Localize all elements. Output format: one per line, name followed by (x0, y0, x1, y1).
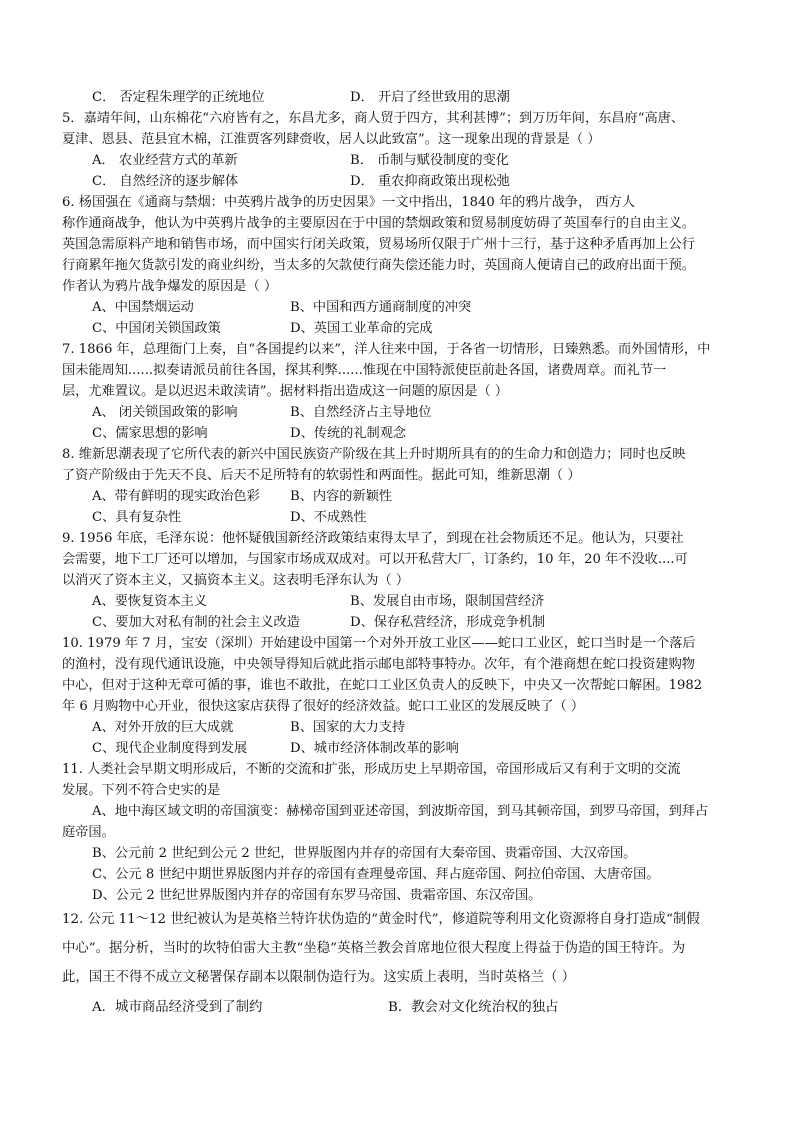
q6-option-a: A、中国禁烟运动 (92, 300, 194, 315)
q7-stem-line-2: 国未能周知......拟奏请派员前往各国，探其利弊......惟现在中国特派使臣前赴各国，诸费周章。而礼节一 (62, 363, 667, 378)
q9-stem-line-1: 9. 1956 年底，毛泽东说：他怀疑俄国新经济政策结束得太早了，到现在社会物质还不足。他认为，只要社 (62, 531, 684, 546)
q11-stem-line-1: 11. 人类社会早期文明形成后，不断的交流和扩张，形成历史上早期帝国，帝国形成后又有利于文明的交流 (62, 762, 681, 777)
q9-stem-line-2: 会需要，地下工厂还可以增加，与国家市场成双成对。可以开私营大厂，订条约，10 年，20 年不没收....可 (62, 552, 688, 567)
q8-options-cd (92, 508, 786, 528)
q5-option-d: D． 重农抑商政策出现松弛 (350, 174, 510, 189)
q11-option-d: D、公元 2 世纪世界版图内并存的帝国有东罗马帝国、贵霜帝国、东汉帝国。 (92, 888, 542, 903)
q12-stem-line-2: 中心”。据分析，当时的坎特伯雷大主教“坐稳”英格兰教会首席地位很大程度上得益于伪造的国王特许。为 (62, 941, 686, 956)
q12-option-a: A．城市商品经济受到了制约 (92, 1000, 263, 1015)
q11-option-a-line-2: 庭帝国。 (62, 825, 115, 840)
q7-options-ab (92, 403, 786, 423)
q4-option-c: C． 否定程朱理学的正统地位 (92, 90, 265, 105)
q4-option-d: D． 开启了经世致用的思潮 (350, 90, 510, 105)
q10-stem-line-2: 的渔村，没有现代通讯设施，中央领导得知后就此指示邮电部特事特办。次年，有个港商想在蛇口投资建购物 (62, 657, 695, 672)
q6-option-d: D、英国工业革命的完成 (290, 321, 433, 336)
q8-option-c: C、具有复杂性 (92, 510, 182, 525)
q8-stem-line-2: 了资产阶级由于先天不良、后天不足所特有的软弱性和两面性。据此可知，维新思潮（ ） (62, 468, 581, 483)
q10-stem-line-4: 年 6 月购物中心开业，很快这家店获得了很好的经济效益。蛇口工业区的发展反映了（ ） (62, 699, 585, 714)
q6-option-c: C、中国闭关锁国政策 (92, 321, 221, 336)
q11-option-a-line-1: A、地中海区域文明的帝国演变：赫梯帝国到亚述帝国，到波斯帝国，到马其顿帝国，到罗马帝国，到拜占 (92, 804, 709, 819)
q9-option-b: B、发展自由市场，限制国营经济 (350, 594, 545, 609)
q5-option-a: A． 农业经营方式的革新 (92, 153, 238, 168)
q7-options-cd (92, 424, 786, 444)
q10-option-d: D、城市经济体制改革的影响 (290, 741, 459, 756)
q7-stem-line-1: 7. 1866 年，总理衙门上奏，自“各国提约以来”，洋人往来中国，于各省一切情形，日臻熟悉。而外国情形，中 (62, 342, 711, 357)
q9-options-cd (92, 613, 786, 633)
q10-option-c: C、现代企业制度得到发展 (92, 741, 248, 756)
q5-stem-line-2: 夏津、恩县、范县宜木棉，江淮贾客列肆赍收，居人以此致富”。这一现象出现的背景是（ ） (62, 132, 601, 147)
q5-option-c: C． 自然经济的逐步解体 (92, 174, 239, 189)
q5-stem-line-1: 5．嘉靖年间，山东棉花“六府皆有之，东昌尤多，商人贸于四方，其利甚博”；到万历年间，东昌府“高唐、 (62, 111, 685, 126)
q11-option-c: C、公元 8 世纪中期世界版图内并存的帝国有查理曼帝国、拜占庭帝国、阿拉伯帝国、大唐帝国。 (92, 867, 660, 882)
q12-option-b: B．教会对文化统治权的独占 (388, 1000, 559, 1015)
q11-stem-line-2: 发展。下列不符合史实的是 (62, 783, 221, 798)
q10-options-cd (92, 739, 786, 759)
q4-options-cd (92, 88, 786, 108)
q5-option-b: B． 币制与赋役制度的变化 (350, 153, 509, 168)
q9-option-c: C、要加大对私有制的社会主义改造 (92, 615, 300, 630)
q6-stem-line-2: 称作通商战争，他认为中英鸦片战争的主要原因在于中国的禁烟政策和贸易制度妨碍了英国奉行的自由主义。 (62, 216, 695, 231)
q12-options-ab (92, 998, 786, 1018)
q6-stem-line-1: 6. 杨国强在《通商与禁烟：中英鸦片战争的历史因果》一文中指出，1840 年的鸦片战争， 西方人 (62, 195, 636, 210)
q7-option-a: A、 闭关锁国政策的影响 (92, 405, 238, 420)
q9-option-d: D、保存私营经济，形成竞争机制 (350, 615, 546, 630)
q7-stem-line-3: 层，尤难置议。是以迟迟未敢渎请”。据材料指出造成这一问题的原因是（ ） (62, 384, 509, 399)
q8-option-a: A、带有鲜明的现实政治色彩 (92, 489, 260, 504)
q5-options-ab (92, 151, 786, 171)
q7-option-c: C、儒家思想的影响 (92, 426, 208, 441)
q9-stem-line-3: 以消灭了资本主义，又搞资本主义。这表明毛泽东认为（ ） (62, 573, 410, 588)
q7-option-d: D、传统的礼制观念 (290, 426, 407, 441)
q8-options-ab (92, 487, 786, 507)
q10-stem-line-1: 10. 1979 年 7 月，宝安（深圳）开始建设中国第一个对外开放工业区——蛇口工业区，蛇口当时是一个落后 (62, 636, 696, 651)
q9-options-ab (92, 592, 786, 612)
q11-option-b: B、公元前 2 世纪到公元 2 世纪，世界版图内并存的帝国有大秦帝国、贵霜帝国、大汉帝国。 (92, 846, 637, 861)
q6-option-b: B、中国和西方通商制度的冲突 (290, 300, 472, 315)
q6-stem-line-5: 作者认为鸦片战争爆发的原因是（ ） (62, 279, 278, 294)
q10-option-b: B、国家的大力支持 (290, 720, 406, 735)
q9-option-a: A、要恢复资本主义 (92, 594, 208, 609)
q5-options-cd (92, 172, 786, 192)
q8-stem-line-1: 8. 维新思潮表现了它所代表的新兴中国民族资产阶级在其上升时期所具有的的生命力和创造力；同时也反映 (62, 447, 686, 462)
q6-stem-line-3: 英国急需原料产地和销售市场，而中国实行闭关政策，贸易场所仅限于广州十三行，基于这种矛盾再加上公行 (62, 237, 695, 252)
q12-stem-line-1: 12. 公元 11～12 世纪被认为是英格兰特许状伪造的“黄金时代”，修道院等利用文化资源将自身打造成“制假 (62, 912, 700, 927)
q10-options-ab (92, 718, 786, 738)
q8-option-b: B、内容的新颖性 (290, 489, 393, 504)
q10-option-a: A、对外开放的巨大成就 (92, 720, 234, 735)
q7-option-b: B、自然经济占主导地位 (290, 405, 432, 420)
q12-stem-line-3: 此，国王不得不成立文秘署保存副本以限制伪造行为。这实质上表明，当时英格兰（ ） (62, 970, 576, 985)
q6-stem-line-4: 行商累年拖欠货款引发的商业纠纷，当太多的欠款使行商失偿还能力时，英国商人便请自己的政府出面干预。 (62, 258, 695, 273)
q10-stem-line-3: 中心，但对于这种无章可循的事，谁也不敢批，在蛇口工业区负责人的反映下，中央又一次帮蛇口解困。1982 (62, 678, 703, 693)
q8-option-d: D、不成熟性 (290, 510, 367, 525)
q6-options-cd (92, 319, 786, 339)
q6-options-ab (92, 298, 786, 318)
